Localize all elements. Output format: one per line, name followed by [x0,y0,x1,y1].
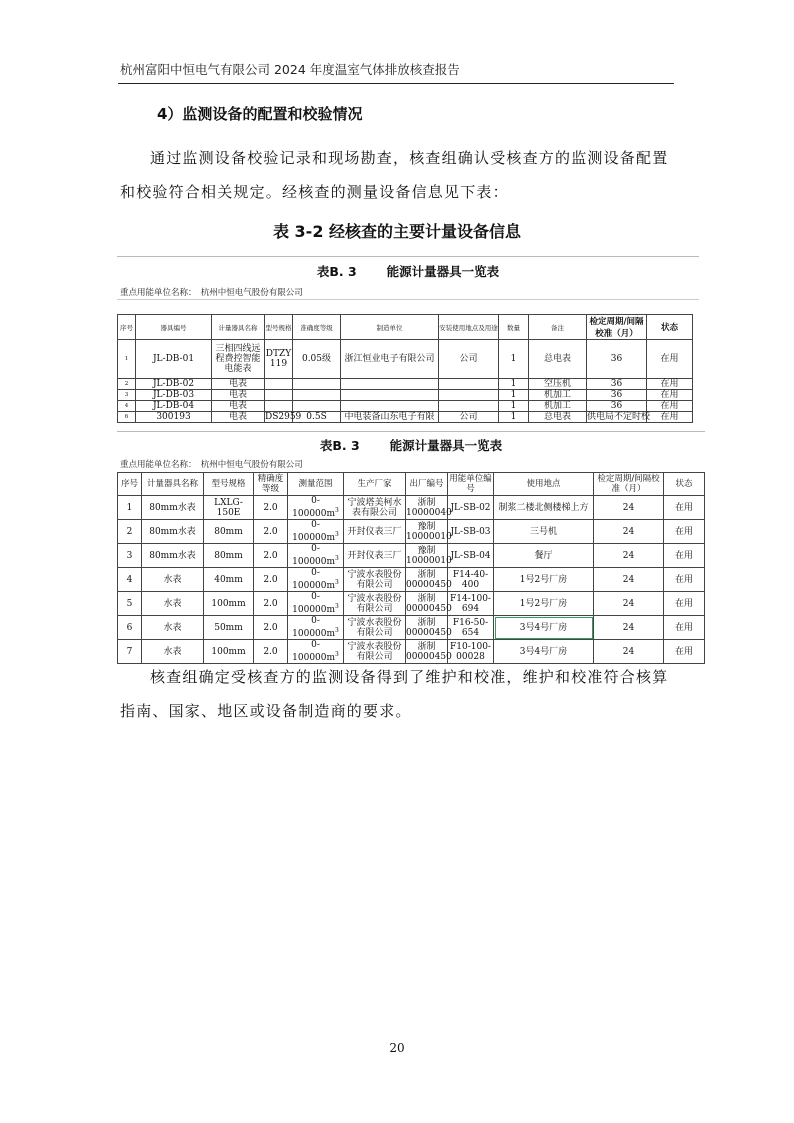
table-row [118,592,705,616]
range-unit-sup: 3 [335,579,339,586]
table-cell: 1号2号厂房 [494,592,594,616]
table-cell: 2.0 [254,496,288,520]
table-cell: JL-DB-03 [136,390,212,401]
table-cell: 供电局不定时校 [587,412,651,422]
table-cell: 电表 [212,401,265,412]
table-cell: 2.0 [254,592,288,616]
range-value: 0-100000m [292,568,336,591]
table-cell: 水表 [142,592,204,616]
table-cell [265,379,293,390]
table-row [118,520,705,544]
table2-header: 型号规格 [204,473,254,496]
header-rule [118,83,674,84]
range-unit-sup: 3 [335,627,339,634]
table1-header: 准确度等级 [293,315,341,340]
table-cell [288,616,344,640]
table-cell [341,390,439,401]
table-cell: 机加工 [529,390,587,401]
table-cell: 中电装备山东电子有限 [341,412,439,423]
table2-title-left: 表B. 3 [319,438,360,453]
table-cell: JL-SB-02 [448,496,494,520]
table2-header: 用能单位编号 [449,474,492,494]
table-cell: 4 [118,401,136,412]
table-cell: 在用 [664,568,705,592]
table-cell: JL-DB-01 [136,340,212,379]
table-cell: 宁波水表股份有限公司 [344,616,406,640]
table-cell: 在用 [664,616,705,640]
table-cell: 80mm水表 [142,496,204,520]
table-cell: 1 [499,390,529,401]
table-cell: 2.0 [254,544,288,568]
table-cell [288,568,344,592]
table1-header: 制造单位 [341,315,439,340]
table-cell: F16-50-654 [448,616,494,640]
table-cell [288,592,344,616]
table-cell: 公司 [439,340,499,379]
table1-unit-name: 重点用能单位名称： 杭州中恒电气股份有限公司 [117,287,699,300]
table-cell: 80mm [204,544,254,568]
table-cell: 电表 [212,379,265,390]
table1-header: 数量 [499,315,529,340]
table-cell: 水表 [142,616,204,640]
table-cell: 80mm水表 [142,520,204,544]
table-cell [341,379,439,390]
table-cell [293,401,341,412]
table-cell: 在用 [664,520,705,544]
page-number: 20 [389,1041,405,1055]
table-cell: 三号机 [494,520,594,544]
table1-header-row [118,315,693,340]
conclusion-paragraph: 核查组确定受核查方的监测设备得到了维护和校准，维护和校准符合核算指南、国家、地区或设备制造商的要求。 [120,668,669,720]
table-cell: 3 [118,544,142,568]
table-cell: 24 [594,520,664,544]
table1-header: 状态 [647,315,693,340]
table-cell: 餐厅 [494,544,594,568]
intro-paragraph: 通过监测设备校验记录和现场勘查，核查组确认受核查方的监测设备配置和校验符合相关规定。经核查的测量设备信息见下表： [120,149,669,201]
table-cell: 3号4号厂房 [494,640,594,664]
table1-title-left: 表B. 3 [316,264,357,279]
table-cell: 1 [499,379,529,390]
range-value: 0-100000m [292,496,336,519]
table2-header: 状态 [664,473,705,496]
table-cell [288,520,344,544]
running-header: 杭州富阳中恒电气有限公司 2024 年度温室气体排放核查报告 [120,62,460,77]
table-cell: 浙制00000450 [406,617,452,638]
table-cell: 在用 [664,544,705,568]
table1-header: 检定周期/间隔校准（月） [587,315,647,340]
table-cell: 24 [594,640,664,664]
water-meter-table [117,472,705,664]
table-cell: 2 [118,520,142,544]
table-cell: 电表 [212,390,265,401]
table-cell [288,544,344,568]
table-row [118,568,705,592]
table-cell: 4 [118,568,142,592]
table-cell: 1 [118,496,142,520]
range-unit-sup: 3 [335,531,339,538]
table-cell: 24 [594,592,664,616]
table-cell: 宁波水表股份有限公司 [344,592,406,616]
table-cell: 2.0 [254,568,288,592]
table-cell: 豫制10000010 [406,521,452,542]
table-cell: JL-DB-04 [136,401,212,412]
table2-header: 检定周期/间隔校准（月） [594,473,664,496]
table2-header: 生产厂家 [344,473,406,496]
table-cell: 开封仪表三厂 [344,544,406,568]
table-row [118,496,705,520]
table-row [118,390,693,401]
table-cell: F10-100-00028 [448,640,494,664]
table-cell: 2 [118,379,136,390]
table-cell: 7 [118,640,142,664]
table-cell: 宁波塔美柯水表有限公司 [344,496,406,520]
table-cell: 开封仪表三厂 [344,520,406,544]
table-cell: 公司 [439,412,499,423]
table-cell: 0.5S [293,412,341,423]
table-cell: 豫制10000010 [406,545,452,566]
electricity-meter-table-image [117,256,699,420]
table-cell: 总电表 [529,412,587,423]
table1-header: 器具编号 [136,315,212,340]
range-value: 0-100000m [292,640,336,663]
table-cell: 电表 [212,412,265,423]
table-cell: 1 [499,412,529,423]
table1-title [117,257,699,287]
table-cell: 在用 [664,640,705,664]
table-cell: 80mm水表 [142,544,204,568]
table-cell: JL-SB-03 [448,520,494,544]
table-cell: 浙江恒业电子有限公司 [341,340,439,379]
table-cell-selected: 3号4号厂房 [494,616,594,640]
table-cell [265,401,293,412]
range-unit-sup: 3 [335,555,339,562]
table-cell: 24 [594,568,664,592]
table-cell: 36 [587,401,647,412]
table-cell [265,390,293,401]
table1-title-right: 能源计量器具一览表 [386,264,500,279]
table-cell: 24 [594,544,664,568]
range-value: 0-100000m [292,592,336,615]
table-cell: 空压机 [529,379,587,390]
table-cell: 2.0 [254,616,288,640]
range-value: 0-100000m [292,520,336,543]
table-cell: 36 [587,390,647,401]
table-cell: 36 [587,379,647,390]
table-cell: DTZY119 [265,340,293,379]
table-cell: F14-100-694 [448,592,494,616]
table-cell: 24 [594,496,664,520]
table-cell: 浙制00000450 [406,641,452,662]
range-unit-sup: 3 [335,603,339,610]
table-cell: 总电表 [529,340,587,379]
table-cell: 水表 [142,640,204,664]
section-heading: 4）监测设备的配置和校验情况 [157,105,363,123]
table-cell: 100mm [204,592,254,616]
table-cell: 36 [587,340,647,379]
table-cell: 1 [118,340,136,379]
table-cell: 宁波水表股份有限公司 [344,640,406,664]
table2-unit-name: 重点用能单位名称： 杭州中恒电气股份有限公司 [120,460,303,470]
table-cell: 在用 [664,496,705,520]
table-cell: 在用 [647,412,693,423]
table2-header: 使用地点 [494,473,594,496]
table-cell: 6 [118,412,136,423]
table-caption: 表 3-2 经核查的主要计量设备信息 [272,222,522,241]
table-cell: 在用 [664,592,705,616]
table-cell: 300193 [136,412,212,423]
table-cell: 机加工 [529,401,587,412]
table2-header: 测量范围 [288,473,344,496]
table-cell: 40mm [204,568,254,592]
table-cell: 在用 [647,340,693,379]
table-cell: 制浆二楼北侧楼梯上方 [494,496,594,520]
table2-title [117,432,705,458]
table1-header: 安装使用地点及用途 [439,315,499,340]
table-cell: 6 [118,616,142,640]
table-row [118,616,705,640]
table-cell: 50mm [204,616,254,640]
range-value: 0-100000m [292,616,336,639]
table-cell: 浙制00000450 [406,593,452,614]
range-unit-sup: 3 [335,651,339,658]
table2-title-right: 能源计量器具一览表 [389,438,503,453]
table-cell: 在用 [647,401,693,412]
table-cell [341,401,439,412]
electricity-meter-table [117,314,693,423]
water-meter-table-image [117,431,705,663]
table-cell: 1 [499,401,529,412]
table2-header: 精确度等级 [254,473,288,496]
table1-header: 计量器具名称 [212,315,265,340]
table2-header-row [118,473,705,496]
table-cell [439,390,499,401]
table-cell: JL-DB-02 [136,379,212,390]
table-cell: LXLG-150E [204,496,254,520]
table-cell: 3 [118,390,136,401]
table-cell [293,390,341,401]
table-cell: 80mm [204,520,254,544]
table2-header: 序号 [118,473,142,496]
table-row [118,401,693,412]
table-cell: 宁波水表股份有限公司 [344,568,406,592]
table-cell: 2.0 [254,640,288,664]
table-cell: 在用 [647,379,693,390]
table-cell: 在用 [647,390,693,401]
table-row [118,379,693,390]
table-cell: F14-40-400 [448,568,494,592]
table-cell: 1 [499,340,529,379]
table-cell: 5 [118,592,142,616]
range-unit-sup: 3 [335,507,339,514]
range-value: 0-100000m [292,544,336,567]
table-cell: DS2959 [265,412,302,422]
table-cell: 水表 [142,568,204,592]
table1-header: 备注 [529,315,587,340]
table2-header: 出厂编号 [406,473,448,496]
table-cell: 2.0 [254,520,288,544]
table1-header: 型号规格 [265,315,293,340]
table-row [118,544,705,568]
table-cell [439,379,499,390]
table-cell: 三相四线远程费控智能电能表 [212,340,265,379]
table-cell [439,401,499,412]
table-cell: JL-SB-04 [448,544,494,568]
table2-header: 计量器具名称 [142,473,204,496]
table-cell: 浙制00000450 [406,569,452,590]
table-row [118,340,693,379]
table-cell: 24 [594,616,664,640]
table-cell [293,379,341,390]
table-cell: 0.05级 [293,340,341,379]
table-cell: 1号2号厂房 [494,568,594,592]
table-cell: 浙制10000040 [406,497,452,518]
table-cell: 100mm [204,640,254,664]
table1-header: 序号 [118,315,136,340]
table-cell [288,496,344,520]
table-row [118,412,693,423]
